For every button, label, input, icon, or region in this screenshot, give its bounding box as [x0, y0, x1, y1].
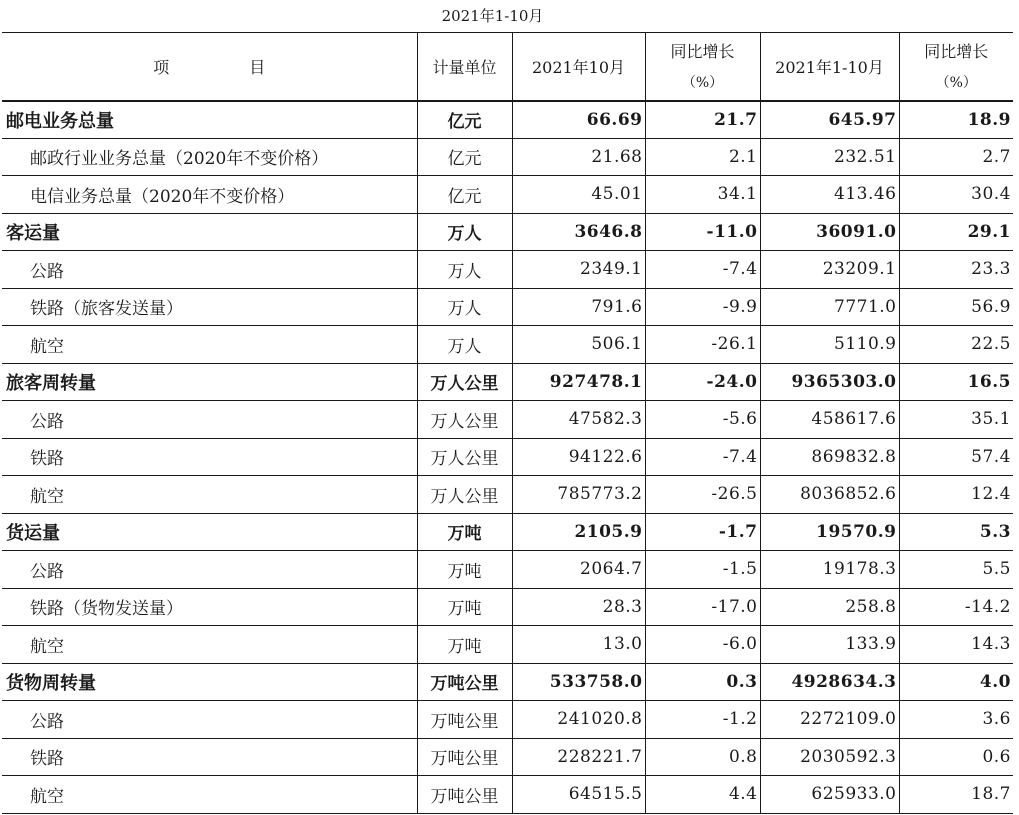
row-ytd-yoy-value: 29.1: [899, 213, 1013, 251]
row-name-cell: 客运量: [2, 213, 417, 251]
row-month-yoy-value: -9.9: [645, 288, 760, 326]
row-month-yoy-value: 0.3: [645, 663, 760, 701]
row-ytd-yoy-value: 2.7: [899, 138, 1013, 176]
header-yoy-ytd-unit: （%）: [935, 74, 977, 91]
table-caption: 2021年1-10月: [441, 7, 544, 25]
row-ytd-yoy-value: 12.4: [899, 476, 1013, 514]
row-month-value: 94122.6: [512, 438, 645, 476]
row-ytd-value: 19178.3: [760, 551, 899, 589]
row-name-cell: 货运量: [2, 513, 417, 551]
row-ytd-yoy-value: 23.3: [899, 251, 1013, 289]
row-name-cell: 航空: [2, 326, 417, 364]
row-month-value: 13.0: [512, 626, 645, 664]
row-ytd-yoy-value: -14.2: [899, 588, 1013, 626]
row-ytd-yoy-value: 57.4: [899, 438, 1013, 476]
table-row: [2, 701, 1013, 739]
table-row: [2, 326, 1013, 364]
row-unit-cell: 万吨公里: [417, 776, 512, 814]
row-month-value: 28.3: [512, 588, 645, 626]
row-month-value: 3646.8: [512, 213, 645, 251]
row-month-value: 45.01: [512, 176, 645, 214]
row-month-yoy-value: -26.1: [645, 326, 760, 364]
row-unit-cell: 万人: [417, 326, 512, 364]
row-ytd-yoy-value: 0.6: [899, 738, 1013, 776]
row-month-value: 506.1: [512, 326, 645, 364]
table-row: [2, 401, 1013, 439]
row-ytd-yoy-value: 22.5: [899, 326, 1013, 364]
row-unit-cell: 万人: [417, 213, 512, 251]
table-row: [2, 663, 1013, 701]
row-month-yoy-value: 0.8: [645, 738, 760, 776]
row-name-cell: 电信业务总量（2020年不变价格）: [2, 176, 417, 214]
row-month-yoy-value: 4.4: [645, 776, 760, 814]
row-name-cell: 公路: [2, 701, 417, 739]
row-unit-cell: 万人: [417, 251, 512, 289]
row-month-value: 791.6: [512, 288, 645, 326]
row-name-cell: 铁路: [2, 438, 417, 476]
row-month-yoy-value: -1.5: [645, 551, 760, 589]
table-row: [2, 101, 1013, 139]
table-row: [2, 438, 1013, 476]
row-ytd-value: 19570.9: [760, 513, 899, 551]
header-unit: 计量单位: [417, 33, 512, 101]
row-month-yoy-value: 2.1: [645, 138, 760, 176]
row-ytd-value: 258.8: [760, 588, 899, 626]
row-name-cell: 公路: [2, 401, 417, 439]
row-ytd-value: 133.9: [760, 626, 899, 664]
row-ytd-yoy-value: 30.4: [899, 176, 1013, 214]
row-name-cell: 航空: [2, 476, 417, 514]
row-unit-cell: 万吨公里: [417, 701, 512, 739]
row-unit-cell: 亿元: [417, 101, 512, 139]
row-ytd-yoy-value: 3.6: [899, 701, 1013, 739]
row-ytd-value: 869832.8: [760, 438, 899, 476]
table-row: [2, 251, 1013, 289]
row-name-cell: 货物周转量: [2, 663, 417, 701]
row-name-cell: 航空: [2, 626, 417, 664]
table-row: [2, 776, 1013, 814]
table-body: [2, 101, 1013, 814]
table-row: [2, 138, 1013, 176]
header-ytd: 2021年1-10月: [760, 33, 899, 101]
row-ytd-yoy-value: 5.3: [899, 513, 1013, 551]
row-name-cell: 公路: [2, 251, 417, 289]
row-unit-cell: 万吨: [417, 513, 512, 551]
row-ytd-value: 9365303.0: [760, 363, 899, 401]
row-ytd-value: 7771.0: [760, 288, 899, 326]
row-name-cell: 邮政行业业务总量（2020年不变价格）: [2, 138, 417, 176]
table-row: [2, 288, 1013, 326]
header-row: [2, 33, 1013, 101]
row-month-yoy-value: -1.7: [645, 513, 760, 551]
row-ytd-value: 2030592.3: [760, 738, 899, 776]
row-month-value: 64515.5: [512, 776, 645, 814]
table-row: [2, 176, 1013, 214]
row-ytd-yoy-value: 4.0: [899, 663, 1013, 701]
row-month-value: 2349.1: [512, 251, 645, 289]
row-unit-cell: 万吨公里: [417, 738, 512, 776]
header-yoy-ytd: [899, 33, 1013, 101]
header-month: 2021年10月: [512, 33, 645, 101]
row-month-yoy-value: -6.0: [645, 626, 760, 664]
statistics-table: [2, 32, 1013, 814]
row-name-cell: 航空: [2, 776, 417, 814]
row-month-value: 927478.1: [512, 363, 645, 401]
row-unit-cell: 万人公里: [417, 476, 512, 514]
row-name-cell: 公路: [2, 551, 417, 589]
row-unit-cell: 万人公里: [417, 363, 512, 401]
row-month-yoy-value: -11.0: [645, 213, 760, 251]
row-unit-cell: 万吨: [417, 551, 512, 589]
row-unit-cell: 亿元: [417, 176, 512, 214]
row-month-value: 241020.8: [512, 701, 645, 739]
row-month-yoy-value: -17.0: [645, 588, 760, 626]
row-ytd-value: 625933.0: [760, 776, 899, 814]
row-month-yoy-value: -5.6: [645, 401, 760, 439]
table-row: [2, 363, 1013, 401]
row-name-cell: 铁路（旅客发送量）: [2, 288, 417, 326]
table-row: [2, 738, 1013, 776]
table-row: [2, 513, 1013, 551]
row-month-yoy-value: -1.2: [645, 701, 760, 739]
row-ytd-value: 36091.0: [760, 213, 899, 251]
row-ytd-value: 645.97: [760, 101, 899, 139]
row-month-value: 2064.7: [512, 551, 645, 589]
row-month-value: 533758.0: [512, 663, 645, 701]
row-month-yoy-value: -24.0: [645, 363, 760, 401]
row-ytd-value: 232.51: [760, 138, 899, 176]
row-month-value: 66.69: [512, 101, 645, 139]
row-month-yoy-value: -7.4: [645, 251, 760, 289]
row-month-value: 47582.3: [512, 401, 645, 439]
row-name-cell: 邮电业务总量: [2, 101, 417, 139]
table-row: [2, 588, 1013, 626]
row-name-cell: 铁路: [2, 738, 417, 776]
row-unit-cell: 亿元: [417, 138, 512, 176]
row-ytd-value: 4928634.3: [760, 663, 899, 701]
row-unit-cell: 万吨: [417, 626, 512, 664]
row-ytd-yoy-value: 16.5: [899, 363, 1013, 401]
row-unit-cell: 万吨公里: [417, 663, 512, 701]
row-ytd-value: 413.46: [760, 176, 899, 214]
table-row: [2, 551, 1013, 589]
table-row: [2, 626, 1013, 664]
row-month-yoy-value: -26.5: [645, 476, 760, 514]
header-yoy-month-unit: （%）: [681, 74, 724, 91]
row-ytd-yoy-value: 18.9: [899, 101, 1013, 139]
row-name-cell: 铁路（货物发送量）: [2, 588, 417, 626]
row-ytd-value: 23209.1: [760, 251, 899, 289]
row-unit-cell: 万人公里: [417, 438, 512, 476]
row-month-yoy-value: -7.4: [645, 438, 760, 476]
row-ytd-value: 458617.6: [760, 401, 899, 439]
header-yoy-month: [645, 33, 760, 101]
row-unit-cell: 万吨: [417, 588, 512, 626]
header-item: 项 目: [2, 33, 417, 101]
row-ytd-yoy-value: 56.9: [899, 288, 1013, 326]
row-ytd-yoy-value: 35.1: [899, 401, 1013, 439]
table-row: [2, 213, 1013, 251]
row-ytd-yoy-value: 5.5: [899, 551, 1013, 589]
table-row: [2, 476, 1013, 514]
row-unit-cell: 万人公里: [417, 401, 512, 439]
row-month-value: 228221.7: [512, 738, 645, 776]
row-ytd-yoy-value: 14.3: [899, 626, 1013, 664]
row-ytd-value: 2272109.0: [760, 701, 899, 739]
row-unit-cell: 万人: [417, 288, 512, 326]
row-month-yoy-value: 21.7: [645, 101, 760, 139]
row-ytd-yoy-value: 18.7: [899, 776, 1013, 814]
row-ytd-value: 8036852.6: [760, 476, 899, 514]
row-ytd-value: 5110.9: [760, 326, 899, 364]
row-name-cell: 旅客周转量: [2, 363, 417, 401]
row-month-yoy-value: 34.1: [645, 176, 760, 214]
row-month-value: 785773.2: [512, 476, 645, 514]
row-month-value: 2105.9: [512, 513, 645, 551]
header-yoy-ytd-label: 同比增长: [924, 41, 989, 61]
row-month-value: 21.68: [512, 138, 645, 176]
header-yoy-month-label: 同比增长: [670, 41, 735, 61]
